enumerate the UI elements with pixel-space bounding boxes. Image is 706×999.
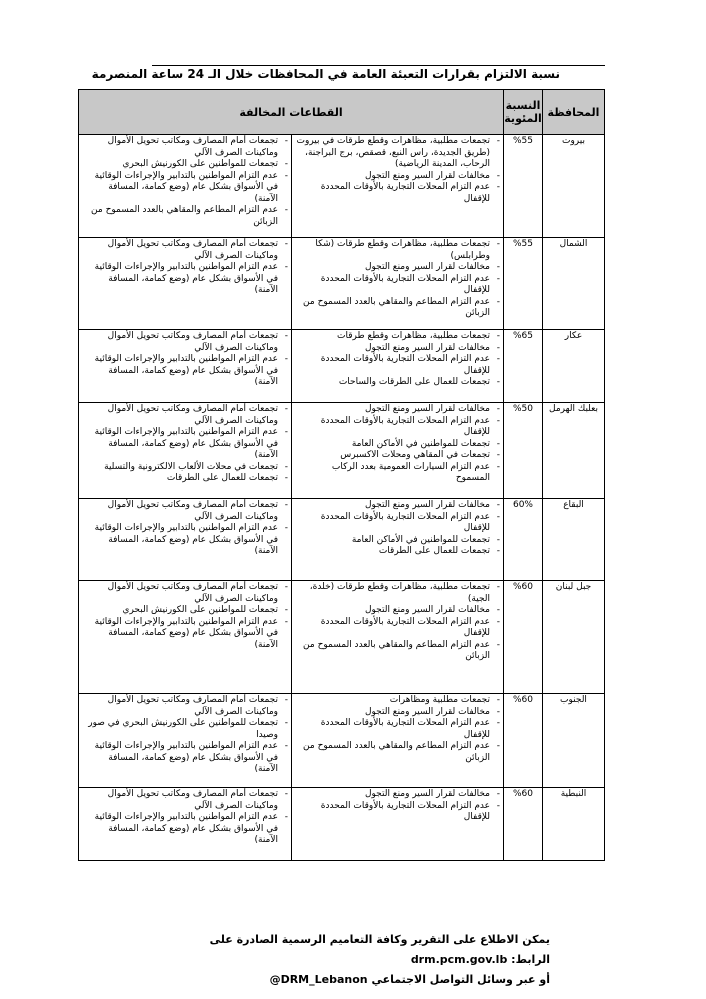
list-item: - مخالفات لقرار السير ومنع التجول bbox=[295, 262, 500, 274]
list-item: - عدم التزام المواطنين بالتدابير والإجراءات الوقائية في الأسواق بشكل عام (وضع كمامة، المسافة الآمنة) bbox=[82, 617, 288, 652]
list-item: - مخالفات لقرار السير ومنع التجول bbox=[295, 605, 500, 617]
header-sectors: القطاعات المخالفة bbox=[79, 90, 504, 135]
governorate-cell: الشمال bbox=[543, 238, 605, 330]
list-item: - تجمعات في محلات الألعاب الالكترونية والتسلية bbox=[82, 462, 288, 474]
table-row bbox=[79, 499, 605, 581]
list-item: - عدم التزام المواطنين بالتدابير والإجراءات الوقائية في الأسواق بشكل عام (وضع كمامة، المسافة الآمنة) bbox=[82, 171, 288, 206]
list-item: - مخالفات لقرار السير ومنع التجول bbox=[295, 707, 500, 719]
table-row bbox=[79, 788, 605, 861]
footer bbox=[180, 930, 550, 990]
sectors-cell bbox=[79, 499, 292, 581]
table-row bbox=[79, 403, 605, 499]
list-item: - تجمعات مطلبية، مظاهرات وقطع طرقات bbox=[295, 331, 500, 343]
table-row bbox=[79, 694, 605, 788]
activities-list bbox=[295, 331, 500, 389]
list-item: - مخالفات لقرار السير ومنع التجول bbox=[295, 789, 500, 801]
sectors-cell bbox=[79, 238, 292, 330]
list-item: - عدم التزام المحلات التجارية بالأوقات المحددة للإقفال bbox=[295, 512, 500, 535]
activities-list bbox=[295, 695, 500, 764]
list-item: - تجمعات مطلبية ومظاهرات bbox=[295, 695, 500, 707]
percent-cell: 60% bbox=[504, 499, 543, 581]
activities-cell bbox=[292, 135, 504, 238]
list-item: - تجمعات للعمال على الطرقات bbox=[295, 546, 500, 558]
compliance-table bbox=[78, 89, 605, 861]
list-item: - تجمعات أمام المصارف ومكاتب تحويل الأموال وماكينات الصرف الآلي bbox=[82, 789, 288, 812]
activities-cell bbox=[292, 788, 504, 861]
governorate-cell: جبل لبنان bbox=[543, 581, 605, 694]
list-item: - تجمعات أمام المصارف ومكاتب تحويل الأموال وماكينات الصرف الآلي bbox=[82, 404, 288, 427]
governorate-cell: بعلبك الهرمل bbox=[543, 403, 605, 499]
header-percent: النسبة المئوية bbox=[504, 90, 543, 135]
title-rule bbox=[152, 65, 605, 66]
sectors-list bbox=[82, 136, 288, 228]
list-item: - تجمعات أمام المصارف ومكاتب تحويل الأموال وماكينات الصرف الآلي bbox=[82, 331, 288, 354]
table-row bbox=[79, 330, 605, 403]
footer-line-1 bbox=[180, 930, 550, 970]
footer-handle[interactable]: @DRM_Lebanon bbox=[269, 973, 368, 986]
list-item: - مخالفات لقرار السير ومنع التجول bbox=[295, 171, 500, 183]
list-item: - مخالفات لقرار السير ومنع التجول bbox=[295, 343, 500, 355]
list-item: - عدم التزام المواطنين بالتدابير والإجراءات الوقائية في الأسواق بشكل عام (وضع كمامة، المسافة الآمنة) bbox=[82, 523, 288, 558]
percent-cell: %55 bbox=[504, 135, 543, 238]
sectors-list bbox=[82, 500, 288, 558]
activities-cell bbox=[292, 403, 504, 499]
sectors-list bbox=[82, 404, 288, 485]
percent-cell: %65 bbox=[504, 330, 543, 403]
activities-list bbox=[295, 789, 500, 824]
activities-list bbox=[295, 239, 500, 320]
sectors-cell bbox=[79, 330, 292, 403]
footer-link[interactable]: drm.pcm.gov.lb bbox=[410, 953, 508, 966]
table-row bbox=[79, 135, 605, 238]
activities-list bbox=[295, 500, 500, 558]
list-item: - عدم التزام المطاعم والمقاهي بالعدد المسموح من الزبائن bbox=[295, 297, 500, 320]
governorate-cell: عكار bbox=[543, 330, 605, 403]
page-title: نسبة الالتزام بقرارات التعبئة العامة في المحافظات خلال الـ 24 ساعة المنصرمة bbox=[91, 67, 560, 81]
list-item: - عدم التزام المحلات التجارية بالأوقات المحددة للإقفال bbox=[295, 416, 500, 439]
percent-cell: %60 bbox=[504, 581, 543, 694]
list-item: - تجمعات للمواطنين على الكورنيش البحري bbox=[82, 159, 288, 171]
percent-cell: %60 bbox=[504, 788, 543, 861]
activities-list bbox=[295, 582, 500, 663]
list-item: - عدم التزام المحلات التجارية بالأوقات المحددة للإقفال bbox=[295, 718, 500, 741]
table-row bbox=[79, 238, 605, 330]
list-item: - تجمعات للمواطنين في الأماكن العامة bbox=[295, 535, 500, 547]
percent-cell: %60 bbox=[504, 694, 543, 788]
sectors-list bbox=[82, 582, 288, 651]
list-item: - تجمعات في المقاهي ومحلات الاكسبرس bbox=[295, 450, 500, 462]
list-item: - مخالفات لقرار السير ومنع التجول bbox=[295, 404, 500, 416]
percent-cell: %55 bbox=[504, 238, 543, 330]
governorate-cell: الجنوب bbox=[543, 694, 605, 788]
footer-text-1: يمكن الاطلاع على التقرير وكافة التعاميم الرسمية الصادرة على الرابط: bbox=[209, 933, 550, 966]
list-item: - عدم التزام السيارات العمومية بعدد الركاب المسموح bbox=[295, 462, 500, 485]
list-item: - تجمعات للمواطنين على الكورنيش البحري في صور وصيدا bbox=[82, 718, 288, 741]
footer-line-2 bbox=[180, 970, 550, 990]
list-item: - تجمعات أمام المصارف ومكاتب تحويل الأموال وماكينات الصرف الآلي bbox=[82, 500, 288, 523]
list-item: - تجمعات مطلبية، مظاهرات وقطع طرقات (شكا وطرابلس) bbox=[295, 239, 500, 262]
list-item: - تجمعات أمام المصارف ومكاتب تحويل الأموال وماكينات الصرف الآلي bbox=[82, 582, 288, 605]
list-item: - تجمعات مطلبية، مظاهرات وقطع طرقات في بيروت (طريق الجديدة، راس النبع، قصقص، برج البراجنة، الرحاب، المدينة الرياضية) bbox=[295, 136, 500, 171]
sectors-list bbox=[82, 789, 288, 847]
governorate-cell: بيروت bbox=[543, 135, 605, 238]
list-item: - تجمعات أمام المصارف ومكاتب تحويل الأموال وماكينات الصرف الآلي bbox=[82, 239, 288, 262]
list-item: - عدم التزام المحلات التجارية بالأوقات المحددة للإقفال bbox=[295, 617, 500, 640]
list-item: - عدم التزام المطاعم والمقاهي بالعدد المسموح من الزبائن bbox=[295, 741, 500, 764]
list-item: - عدم التزام المواطنين بالتدابير والإجراءات الوقائية في الأسواق بشكل عام (وضع كمامة، المسافة الآمنة) bbox=[82, 354, 288, 389]
list-item: - عدم التزام المواطنين بالتدابير والإجراءات الوقائية في الأسواق بشكل عام (وضع كمامة، المسافة الآمنة) bbox=[82, 262, 288, 297]
footer-text-2: أو عبر وسائل التواصل الاجتماعي bbox=[371, 973, 550, 986]
list-item: - تجمعات للعمال على الطرقات والساحات bbox=[295, 377, 500, 389]
table-header-row bbox=[79, 90, 605, 135]
list-item: - تجمعات للمواطنين في الأماكن العامة bbox=[295, 439, 500, 451]
list-item: - تجمعات أمام المصارف ومكاتب تحويل الأموال وماكينات الصرف الآلي bbox=[82, 695, 288, 718]
list-item: - عدم التزام المحلات التجارية بالأوقات المحددة للإقفال bbox=[295, 801, 500, 824]
list-item: - عدم التزام المطاعم والمقاهي بالعدد المسموح من الزبائن bbox=[82, 205, 288, 228]
sectors-cell bbox=[79, 403, 292, 499]
list-item: - تجمعات للمواطنين على الكورنيش البحري bbox=[82, 605, 288, 617]
list-item: - عدم التزام المطاعم والمقاهي بالعدد المسموح من الزبائن bbox=[295, 640, 500, 663]
sectors-cell bbox=[79, 135, 292, 238]
list-item: - عدم التزام المواطنين بالتدابير والإجراءات الوقائية في الأسواق بشكل عام (وضع كمامة، المسافة الآمنة) bbox=[82, 427, 288, 462]
list-item: - عدم التزام المواطنين بالتدابير والإجراءات الوقائية في الأسواق بشكل عام (وضع كمامة، المسافة الآمنة) bbox=[82, 812, 288, 847]
list-item: - مخالفات لقرار السير ومنع التجول bbox=[295, 500, 500, 512]
activities-cell bbox=[292, 238, 504, 330]
list-item: - تجمعات أمام المصارف ومكاتب تحويل الأموال وماكينات الصرف الآلي bbox=[82, 136, 288, 159]
sectors-list bbox=[82, 331, 288, 389]
list-item: - عدم التزام المحلات التجارية بالأوقات المحددة للإقفال bbox=[295, 182, 500, 205]
activities-cell bbox=[292, 330, 504, 403]
list-item: - عدم التزام المحلات التجارية بالأوقات المحددة للإقفال bbox=[295, 274, 500, 297]
sectors-cell bbox=[79, 694, 292, 788]
table-row bbox=[79, 581, 605, 694]
percent-cell: %50 bbox=[504, 403, 543, 499]
list-item: - عدم التزام المحلات التجارية بالأوقات المحددة للإقفال bbox=[295, 354, 500, 377]
list-item: - عدم التزام المواطنين بالتدابير والإجراءات الوقائية في الأسواق بشكل عام (وضع كمامة، المسافة الآمنة) bbox=[82, 741, 288, 776]
list-item: - تجمعات مطلبية، مظاهرات وقطع طرقات (خلدة، الجية) bbox=[295, 582, 500, 605]
activities-list bbox=[295, 404, 500, 485]
sectors-list bbox=[82, 239, 288, 297]
header-governorate: المحافظة bbox=[543, 90, 605, 135]
activities-list bbox=[295, 136, 500, 205]
list-item: - تجمعات للعمال على الطرقات bbox=[82, 473, 288, 485]
sectors-cell bbox=[79, 581, 292, 694]
activities-cell bbox=[292, 694, 504, 788]
table-body bbox=[79, 135, 605, 861]
activities-cell bbox=[292, 581, 504, 694]
sectors-cell bbox=[79, 788, 292, 861]
activities-cell bbox=[292, 499, 504, 581]
governorate-cell: البقاع bbox=[543, 499, 605, 581]
sectors-list bbox=[82, 695, 288, 776]
governorate-cell: النبطية bbox=[543, 788, 605, 861]
